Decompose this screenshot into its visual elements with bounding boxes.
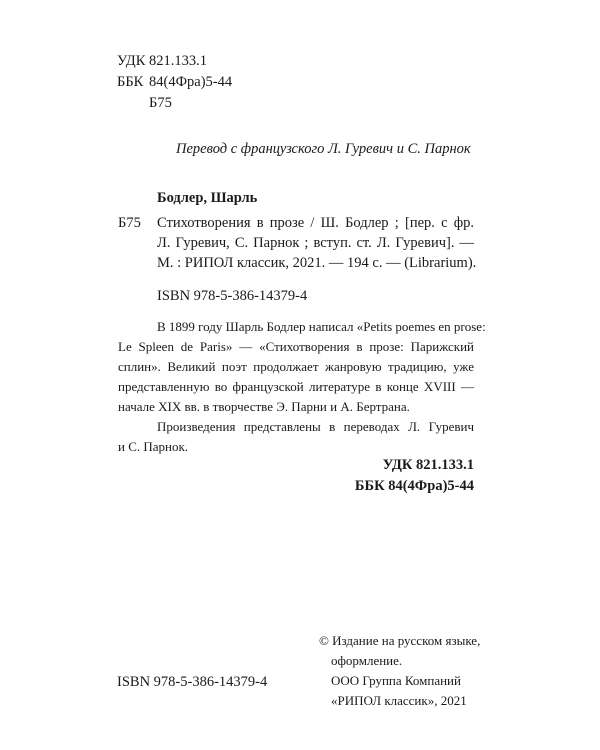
annotation-line: В 1899 году Шарль Бодлер написал «Petits poemes en prose: (157, 319, 486, 334)
copyright-line: «РИПОЛ классик», 2021 (331, 693, 467, 708)
udk-row (117, 51, 232, 72)
bbk-value: 84(4Фра)5-44 (149, 74, 233, 90)
copyright-line: ООО Группа Компаний (331, 673, 461, 688)
udk-value: 821.133.1 (149, 53, 207, 69)
copyright-block (319, 631, 480, 711)
annotation-line: Le Spleen de Paris» — «Стихотворения в прозе: Парижский (118, 339, 474, 354)
classification-codes (117, 51, 232, 114)
bbk-label: ББК (117, 74, 144, 90)
annotation-line: начале XIX вв. в творчестве Э. Парни и А. Бертрана. (118, 399, 410, 414)
biblio-line: М. : РИПОЛ классик, 2021. — 194 с. — (Librarium). (157, 255, 477, 271)
copyright-line: © Издание на русском языке, (319, 633, 481, 648)
author-mark-row (117, 93, 232, 114)
udk-label: УДК (117, 53, 146, 69)
isbn-bottom: ISBN 978-5-386-14379-4 (117, 674, 268, 690)
annotation-line: представленную во французской литературе в конце XVIII — (118, 379, 474, 394)
bbk-row (117, 72, 232, 93)
annotation (118, 317, 486, 457)
annotation-line: Произведения представлены в переводах Л. Гуревич (157, 419, 474, 434)
author-mark-label (117, 93, 149, 114)
annotation-line: сплин». Великий поэт продолжает жанровую традицию, уже (118, 359, 474, 374)
biblio-line: Л. Гуревич, С. Парнок ; вступ. ст. Л. Гуревич]. — (157, 235, 474, 251)
translator-credit: Перевод с французского Л. Гуревич и С. Парнок (176, 141, 471, 157)
biblio-description (157, 213, 477, 273)
udk-bold: УДК 821.133.1 (382, 457, 474, 473)
annotation-line: и С. Парнок. (118, 439, 189, 454)
author-mark-value: Б75 (149, 95, 172, 111)
isbn-record: ISBN 978-5-386-14379-4 (157, 288, 308, 304)
biblio-line: Стихотворения в прозе / Ш. Бодлер ; [пер. с фр. (157, 215, 474, 231)
bbk-bold: ББК 84(4Фра)5-44 (354, 478, 474, 494)
biblio-author-mark: Б75 (118, 215, 141, 231)
classification-codes-bold (355, 455, 474, 497)
author-heading: Бодлер, Шарль (157, 190, 258, 206)
copyright-line: оформление. (331, 653, 403, 668)
